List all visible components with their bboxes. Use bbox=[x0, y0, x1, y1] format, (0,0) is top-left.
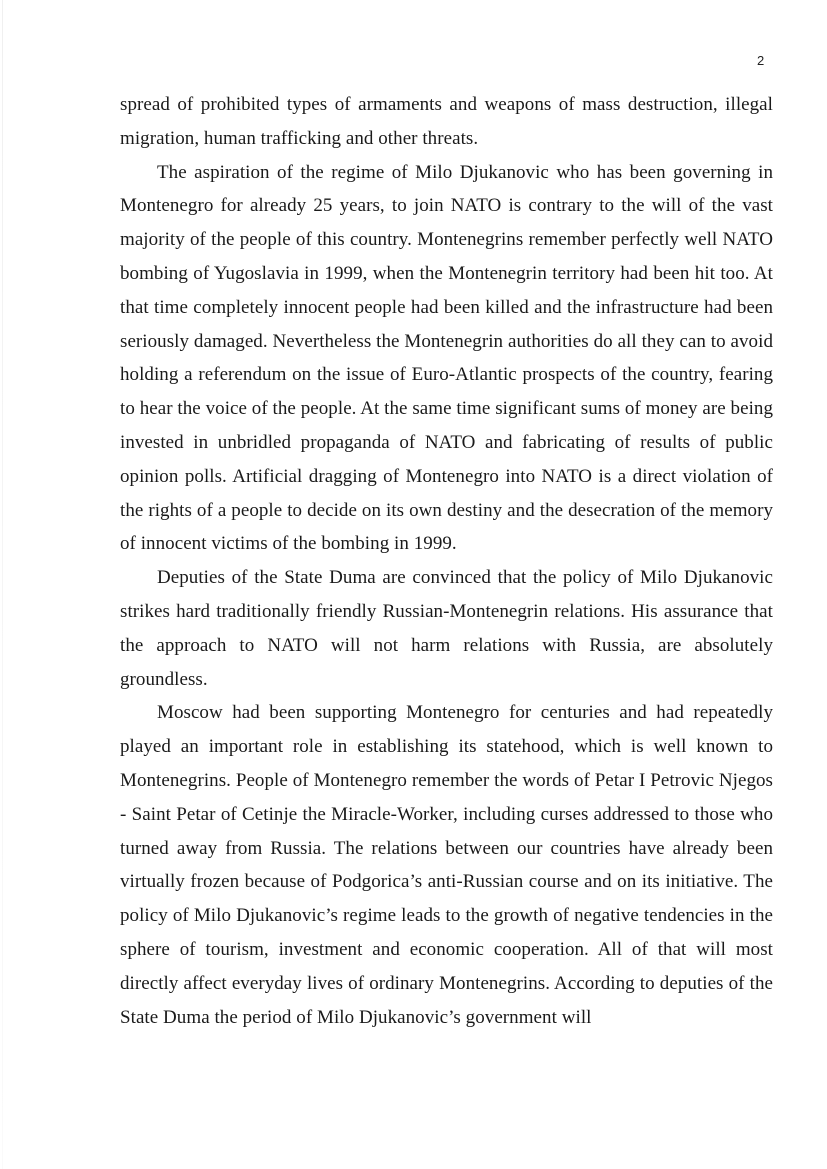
paragraph-state-duma-deputies: Deputies of the State Duma are convinced that the policy of Milo Djukanovic strikes hard traditionally friendly Russian-Montenegrin relations. His assurance that the approach to NATO will not harm relations with Russia, are absolutely groundless. bbox=[120, 567, 773, 690]
paragraph-moscow-support: Moscow had been supporting Montenegro for centuries and had repeatedly played an important role in establishing its statehood, which is well known to Montenegrins. People of Montenegro remember the words of Petar I Petrovic Njegos - Saint Petar of Cetinje the Miracle-Worker, including curses addressed to those who turned away from Russia. The relations between our countries have already been virtually frozen because of Podgorica’s anti-Russian course and on its initiative. The policy of Milo Djukanovic’s regime leads to the growth of negative tendencies in the sphere of tourism, investment and economic cooperation. All of that will most directly affect everyday lives of ordinary Montenegrins. According to deputies of the State Duma the period of Milo Djukanovic’s government will bbox=[120, 702, 773, 1028]
paragraph-continuation: spread of prohibited types of armaments and weapons of mass destruction, illegal migration, human trafficking and other threats. bbox=[120, 94, 773, 149]
document-body bbox=[120, 88, 773, 1034]
scan-edge-line bbox=[2, 0, 3, 1169]
paragraph-djukanovic-regime: The aspiration of the regime of Milo Djukanovic who has been governing in Montenegro for already 25 years, to join NATO is contrary to the will of the vast majority of the people of this country. Montenegrins remember perfectly well NATO bombing of Yugoslavia in 1999, when the Montenegrin territory had been hit too. At that time completely innocent people had been killed and the infrastructure had been seriously damaged. Nevertheless the Montenegrin authorities do all they can to avoid holding a referendum on the issue of Euro-Atlantic prospects of the country, fearing to hear the voice of the people. At the same time significant sums of money are being invested in unbridled propaganda of NATO and fabricating of results of public opinion polls. Artificial dragging of Montenegro into NATO is a direct violation of the rights of a people to decide on its own destiny and the desecration of the memory of innocent victims of the bombing in 1999. bbox=[120, 161, 773, 555]
page-number: 2 bbox=[757, 53, 765, 68]
